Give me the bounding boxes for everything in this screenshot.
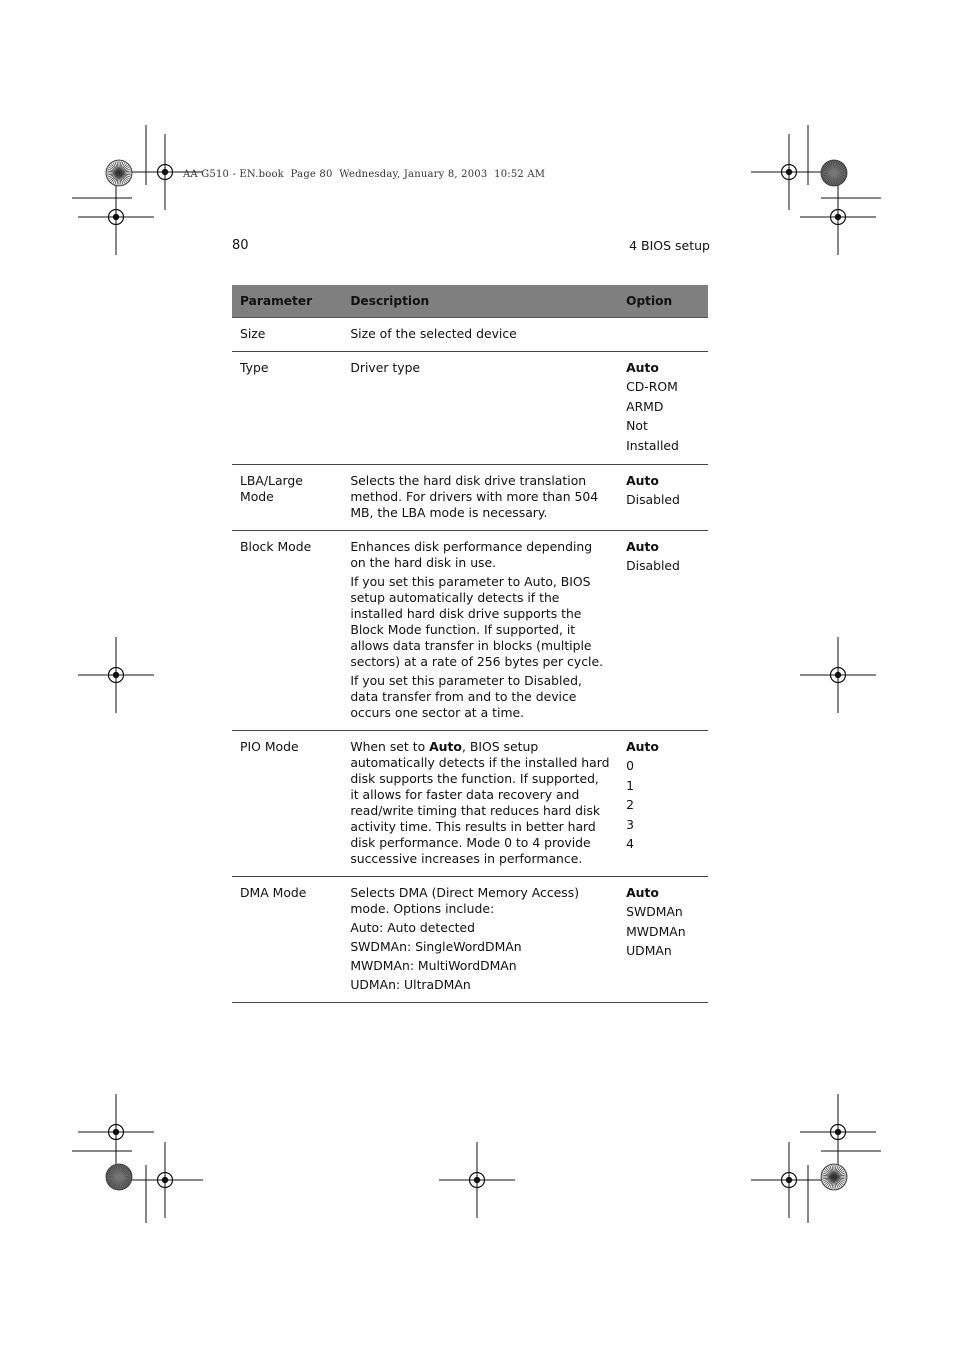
registration-mark-icon [78, 637, 154, 713]
parameter-cell: PIO Mode [232, 731, 342, 877]
description-cell [342, 318, 618, 352]
description-text: UDMAn: UltraDMAn [350, 977, 471, 993]
description-text: Selects the hard disk drive translation method. For drivers with more than 504 MB, the LBA mode is necessary. [350, 473, 599, 521]
starburst-target-icon [106, 160, 132, 186]
option-cell [618, 531, 708, 731]
option-value: MWDMAn [626, 923, 686, 939]
description-text: SWDMAn: SingleWordDMAn [350, 939, 522, 955]
dark-color-target-icon [106, 1164, 132, 1190]
table-row [232, 731, 708, 877]
parameter-cell: Block Mode [232, 531, 342, 731]
description-text: If you set this parameter to Auto, BIOS setup automatically detects if the installed hard disk drive supports the Block Mode function. If supported, it allows data transfer in blocks (multiple sectors) at a rate of 256 bytes per cycle. [350, 574, 604, 670]
registration-mark-icon [439, 1142, 515, 1218]
column-header-option: Option [618, 285, 708, 318]
registration-mark-icon [800, 179, 876, 255]
option-value: 1 [626, 777, 634, 793]
option-value: UDMAn [626, 943, 672, 959]
registration-mark-icon [78, 179, 154, 255]
option-value: 2 [626, 797, 634, 813]
default-option: Auto [626, 539, 659, 555]
parameter-cell: LBA/Large Mode [232, 465, 342, 531]
dark-color-target-icon [821, 160, 847, 186]
table-header-row [232, 285, 708, 318]
description-text-after: , BIOS setup automatically detects if the installed hard disk supports the function. If supported, it allows for faster data recovery and read/write timing that reduces hard disk activity time. This results in better hard disk performance. Mode 0 to 4 provide successive increases in performance. [350, 739, 610, 867]
registration-mark-icon [751, 1142, 827, 1218]
parameter-cell: DMA Mode [232, 877, 342, 1003]
option-value: Disabled [626, 558, 680, 574]
option-value: CD-ROM [626, 379, 678, 395]
description-text-bold: Auto [429, 739, 462, 755]
description-text: MWDMAn: MultiWordDMAn [350, 958, 517, 974]
default-option: Auto [626, 739, 659, 755]
table-row [232, 318, 708, 352]
description-text: If you set this parameter to Disabled, data transfer from and to the device occurs one sector at a time. [350, 673, 582, 721]
registration-mark-icon [751, 134, 827, 210]
option-value: ARMD [626, 398, 664, 414]
print-slug: AA G510 - EN.book Page 80 Wednesday, January 8, 2003 10:52 AM [183, 169, 546, 180]
option-value: Disabled [626, 492, 680, 508]
default-option: Auto [626, 885, 659, 901]
registration-mark-icon [800, 1094, 876, 1170]
column-header-parameter: Parameter [232, 285, 342, 318]
option-value: Not Installed [626, 418, 679, 453]
registration-mark-icon [78, 1094, 154, 1170]
description-cell [342, 352, 618, 465]
description-cell [342, 465, 618, 531]
bios-parameter-table [232, 285, 708, 1003]
registration-mark-icon [800, 637, 876, 713]
description-text: Auto: Auto detected [350, 920, 476, 936]
table-row [232, 531, 708, 731]
option-cell [618, 352, 708, 465]
table-row [232, 877, 708, 1003]
option-value: 0 [626, 758, 634, 774]
option-cell [618, 877, 708, 1003]
column-header-description: Description [342, 285, 618, 318]
table-row [232, 465, 708, 531]
option-value: 4 [626, 836, 634, 852]
default-option: Auto [626, 360, 659, 375]
description-cell [342, 877, 618, 1003]
option-value: SWDMAn [626, 904, 683, 920]
description-cell [342, 531, 618, 731]
description-text: Driver type [350, 360, 421, 375]
description-text: Enhances disk performance depending on the hard disk in use. [350, 539, 593, 571]
option-cell [618, 318, 708, 352]
page-number: 80 [232, 238, 249, 253]
option-value: 3 [626, 816, 634, 832]
description-text: Size of the selected device [350, 326, 517, 341]
registration-mark-icon [127, 1142, 203, 1218]
default-option: Auto [626, 473, 659, 489]
description-text [350, 739, 610, 867]
running-head: 4 BIOS setup [629, 238, 710, 253]
starburst-target-icon [821, 1164, 847, 1190]
description-cell [342, 731, 618, 877]
description-text: Selects DMA (Direct Memory Access) mode. Options include: [350, 885, 580, 917]
parameter-cell: Type [232, 352, 342, 465]
option-cell [618, 731, 708, 877]
option-cell [618, 465, 708, 531]
table-row [232, 352, 708, 465]
parameter-cell: Size [232, 318, 342, 352]
description-text-before: When set to [350, 739, 430, 755]
